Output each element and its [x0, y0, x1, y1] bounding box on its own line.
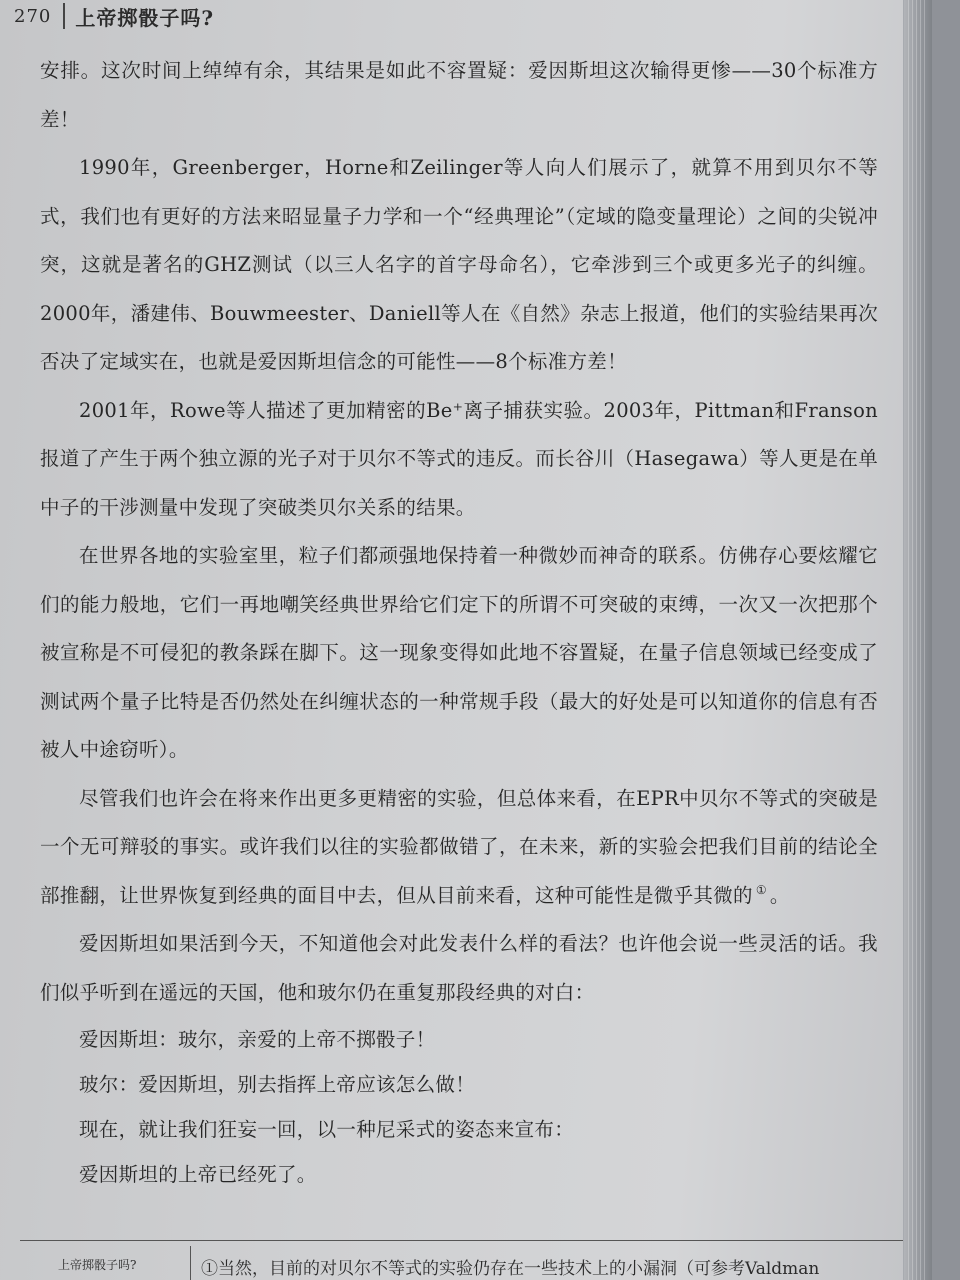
footer-book-tab: 上帝掷骰子吗?	[58, 1258, 137, 1272]
page-number: 270	[14, 5, 52, 27]
page-footer	[20, 1246, 932, 1280]
footer-rule	[20, 1240, 932, 1241]
dialog-einstein: 爱因斯坦：玻尔，亲爱的上帝不掷骰子！	[79, 1028, 436, 1051]
paragraph-2: 1990年，Greenberger，Horne和Zeilinger等人向人们展示了，就算不用到贝尔不等式，我们也有更好的方法来昭显量子力学和一个“经典理论”（定域的隐变量理论）之间的尖锐冲突，这就是著名的GHZ测试（以三人名字的首字母命名），它牵涉到三个或更多光子的纠缠。2000年，潘建伟、Bouwmeester、Daniell等人在《自然》杂志上报道，他们的实验结果再次否决了定域实在，也就是爱因斯坦信念的可能性——8个标准方差！	[40, 156, 878, 373]
footnote-text: ①当然，目前的对贝尔不等式的实验仍存在一些技术上的小漏洞（可参考Valdman	[201, 1259, 820, 1279]
body-text	[40, 47, 878, 1197]
paragraph-6: 爱因斯坦如果活到今天，不知道他会对此发表什么样的看法？也许他会说一些灵活的话。我们似乎听到在遥远的天国，他和玻尔仍在重复那段经典的对白：	[40, 932, 878, 1004]
paragraph-5-text: 尽管我们也许会在将来作出更多更精密的实验，但总体来看，在EPR中贝尔不等式的突破是一个无可辩驳的事实。或许我们以往的实验都做错了，在未来，新的实验会把我们目前的结论全部推翻，让世界恢复到经典的面目中去，但从目前来看，这种可能性是微乎其微的	[40, 786, 878, 907]
paragraph-5	[40, 775, 878, 921]
paragraph-4: 在世界各地的实验室里，粒子们都顽强地保持着一种微妙而神奇的联系。仿佛存心要炫耀它们的能力般地，它们一再地嘲笑经典世界给它们定下的所谓不可突破的束缚，一次又一次把那个被宣称是不可侵犯的教条踩在脚下。这一现象变得如此地不容置疑，在量子信息领域已经变成了测试两个量子比特是否仍然处在纠缠状态的一种常规手段（最大的好处是可以知道你的信息有否被人中途窃听）。	[40, 544, 878, 761]
page-edge-lines	[908, 0, 928, 1280]
footnote-marker[interactable]: ①	[755, 882, 767, 897]
running-title: 上帝掷骰子吗?	[75, 5, 215, 30]
paragraph-1: 安排。这次时间上绰绰有余，其结果是如此不容置疑：爱因斯坦这次输得更惨——30个标准方差！	[40, 59, 878, 131]
paragraph-5-end: 。	[769, 883, 790, 907]
dialog-conclusion: 爱因斯坦的上帝已经死了。	[79, 1163, 317, 1186]
header-divider	[63, 3, 65, 29]
dialog-announce: 现在，就让我们狂妄一回，以一种尼采式的姿态来宣布：	[79, 1118, 575, 1141]
running-header	[14, 0, 214, 32]
paragraph-3: 2001年，Rowe等人描述了更加精密的Be⁺离子捕获实验。2003年，Pittman和Franson报道了产生于两个独立源的光子对于贝尔不等式的违反。而长谷川（Hasegawa）等人更是在单中子的干涉测量中发现了突破类贝尔关系的结果。	[40, 398, 878, 519]
page-edge-stack	[903, 0, 932, 1280]
dialog-bohr: 玻尔：爱因斯坦，别去指挥上帝应该怎么做！	[79, 1073, 476, 1096]
